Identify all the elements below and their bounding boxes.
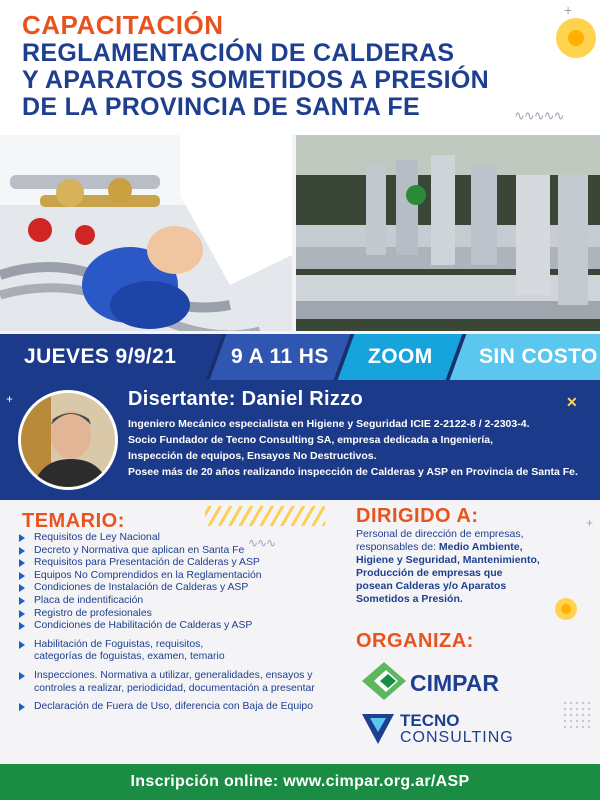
time-label: 9 A 11 HS: [231, 345, 329, 368]
speaker-avatar: [18, 390, 118, 490]
temario-item: Declaración de Fuera de Uso, diferencia con Baja de Equipo: [18, 701, 348, 714]
temario-item: Decreto y Normativa que aplican en Santa Fe: [18, 545, 348, 558]
dirigido-line: Personal de dirección de empresas,: [356, 528, 524, 540]
organiza-title: ORGANIZA:: [356, 630, 474, 652]
dirigido-line-bold: Producción de empresas que: [356, 567, 503, 579]
date-segment: [0, 334, 222, 380]
temario-item: Registro de profesionales: [18, 608, 348, 621]
pipes-photo: [296, 135, 600, 331]
temario-item-line: controles a realizar, periodicidad, documentación a presentar: [34, 682, 315, 694]
circle-inner-decoration-icon: [561, 604, 571, 614]
temario-item: [18, 670, 348, 695]
kicker-title: CAPACITACIÓN: [22, 10, 224, 40]
temario-title: TEMARIO:: [22, 510, 125, 532]
dirigido-line: [356, 554, 556, 567]
speaker-bio-line: Ingeniero Mecánico especialista en Higiene y Seguridad ICIE 2-2122-8 / 2-2303-4.: [128, 418, 530, 430]
temario-item: Condiciones de Instalación de Calderas y ASP: [18, 582, 348, 595]
event-info-bar: [0, 334, 600, 380]
date-label: JUEVES 9/9/21: [23, 345, 177, 368]
zigzag-decoration-icon: ∿∿∿: [248, 536, 276, 550]
dirigido-line: [356, 541, 556, 554]
tecno-consulting-logo-icon: [360, 712, 396, 746]
main-title-line: DE LA PROVINCIA DE SANTA FE: [22, 93, 420, 121]
plus-decoration-icon: +: [586, 516, 594, 530]
temario-item: Condiciones de Habilitación de Calderas y ASP: [18, 620, 348, 633]
dirigido-line-bold: Higiene y Seguridad, Mantenimiento,: [356, 554, 540, 566]
wave-decoration-icon: ∿∿∿∿∿: [514, 108, 564, 123]
temario-item: Requisitos de Ley Nacional: [18, 532, 348, 545]
header: [0, 0, 600, 135]
dirigido-text: [356, 528, 556, 606]
speaker-bio-line: Posee más de 20 años realizando inspección de Calderas y ASP en Provincia de Santa Fe.: [128, 466, 578, 478]
platform-label: ZOOM: [367, 345, 433, 368]
time-segment: [210, 334, 351, 380]
cimpar-name: CIMPAR: [410, 670, 500, 696]
cost-segment: [450, 334, 600, 380]
dirigido-line-bold: Medio Ambiente,: [438, 541, 523, 553]
speaker-bio-line: Inspección de equipos, Ensayos No Destructivos.: [128, 450, 377, 462]
platform-segment: [338, 334, 463, 380]
consulting-name: CONSULTING: [400, 729, 514, 746]
temario-item-line: categorías de foguistas, examen, temario: [34, 651, 225, 663]
stripes-decoration-icon: [205, 506, 325, 526]
tecno-name: TECNO: [400, 711, 460, 730]
dots-decoration-icon: [562, 700, 594, 732]
main-title-line: Y APARATOS SOMETIDOS A PRESIÓN: [22, 66, 489, 94]
temario-item-line: Inspecciones. Normativa a utilizar, generalidades, ensayos y: [34, 669, 313, 681]
main-title-line: REGLAMENTACIÓN DE CALDERAS: [22, 39, 455, 67]
main-title: [22, 40, 562, 121]
dirigido-line-bold: Sometidos a Presión.: [356, 593, 463, 605]
temario-item: [18, 639, 348, 664]
dirigido-line-plain: responsables de:: [356, 541, 439, 553]
temario-item: Requisitos para Presentación de Calderas y ASP: [18, 557, 348, 570]
dirigido-line-bold: posean Calderas y/o Aparatos: [356, 580, 507, 592]
circle-inner-decoration-icon: [568, 30, 584, 46]
plus-decoration-icon: +: [564, 2, 573, 18]
plus-decoration-icon: +: [6, 392, 14, 406]
temario-item: Placa de indentificación: [18, 595, 348, 608]
temario-item-line: Habilitación de Foguistas, requisitos,: [34, 638, 204, 650]
temario-item: Equipos No Comprendidos en la Reglamentación: [18, 570, 348, 583]
dirigido-line: [356, 567, 556, 580]
dirigido-title: DIRIGIDO A:: [356, 505, 479, 527]
registration-link[interactable]: Inscripción online: www.cimpar.org.ar/ASP: [130, 773, 470, 790]
x-decoration-icon: ✕: [566, 394, 578, 410]
speaker-bio: [128, 416, 593, 480]
temario-list: [18, 532, 348, 714]
cost-label: SIN COSTO: [478, 345, 598, 368]
footer-banner: [0, 764, 600, 800]
dirigido-line: [356, 580, 556, 593]
valves-photo: [0, 135, 292, 331]
speaker-name: Disertante: Daniel Rizzo: [128, 388, 364, 410]
speaker-bio-line: Socio Fundador de Tecno Consulting SA, empresa dedicada a Ingeniería,: [128, 434, 494, 446]
dirigido-line: [356, 593, 556, 606]
